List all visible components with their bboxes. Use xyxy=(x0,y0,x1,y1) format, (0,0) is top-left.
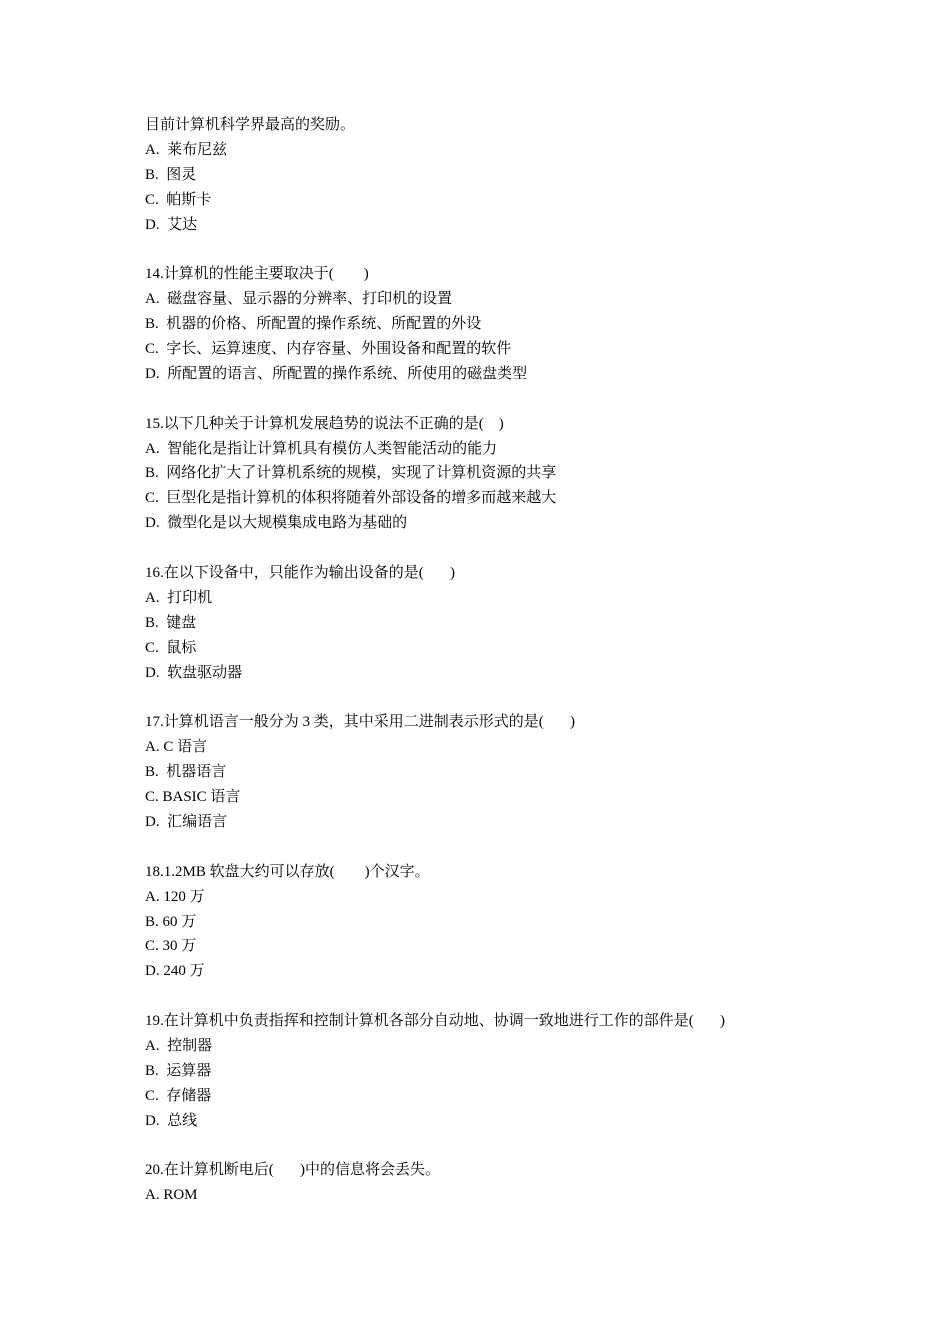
option-c: C. 字长、运算速度、内存容量、外围设备和配置的软件 xyxy=(145,341,512,358)
option-d: D. 艾达 xyxy=(145,216,198,233)
question-stem: 17.计算机语言一般分为 3 类，其中采用二进制表示形式的是( ) xyxy=(145,714,575,731)
question-15 xyxy=(145,412,925,536)
option-d: D. 所配置的语言、所配置的操作系统、所使用的磁盘类型 xyxy=(145,365,528,382)
question-13-tail xyxy=(145,113,925,237)
option-a: A. 智能化是指让计算机具有模仿人类智能活动的能力 xyxy=(145,440,498,457)
option-c: C. 存储器 xyxy=(145,1087,212,1104)
option-b: B. 运算器 xyxy=(145,1062,212,1079)
option-b: B. 机器的价格、所配置的操作系统、所配置的外设 xyxy=(145,316,482,333)
question-stem: 19.在计算机中负责指挥和控制计算机各部分自动地、协调一致地进行工作的部件是( ) xyxy=(145,1013,725,1030)
question-stem: 20.在计算机断电后( )中的信息将会丢失。 xyxy=(145,1162,440,1179)
question-19 xyxy=(145,1009,925,1133)
option-d: D. 总线 xyxy=(145,1112,198,1129)
option-a: A. 控制器 xyxy=(145,1037,213,1054)
question-stem: 目前计算机科学界最高的奖励。 xyxy=(145,117,356,133)
option-d: D. 汇编语言 xyxy=(145,813,228,830)
question-17 xyxy=(145,710,925,834)
question-stem: 15.以下几种关于计算机发展趋势的说法不正确的是( ) xyxy=(145,415,504,432)
question-14 xyxy=(145,262,925,386)
option-a: A. 打印机 xyxy=(145,589,213,606)
question-20 xyxy=(145,1158,925,1208)
option-c: C. 帕斯卡 xyxy=(145,191,212,208)
option-b: B. 图灵 xyxy=(145,166,197,183)
option-c: C. 30 万 xyxy=(145,938,197,955)
question-stem: 16.在以下设备中，只能作为输出设备的是( ) xyxy=(145,565,455,582)
question-18 xyxy=(145,860,925,984)
option-b: B. 60 万 xyxy=(145,913,197,930)
option-d: D. 微型化是以大规模集成电路为基础的 xyxy=(145,515,408,532)
option-b: B. 键盘 xyxy=(145,614,197,631)
question-stem: 18.1.2MB 软盘大约可以存放( )个汉字。 xyxy=(145,863,430,880)
option-d: D. 软盘驱动器 xyxy=(145,664,243,681)
option-d: D. 240 万 xyxy=(145,963,205,980)
question-16 xyxy=(145,561,925,685)
option-b: B. 机器语言 xyxy=(145,764,227,781)
option-a: A. 莱布尼兹 xyxy=(145,141,228,158)
option-b: B. 网络化扩大了计算机系统的规模，实现了计算机资源的共享 xyxy=(145,465,557,482)
option-c: C. 巨型化是指计算机的体积将随着外部设备的增多而越来越大 xyxy=(145,490,557,507)
option-a: A. 120 万 xyxy=(145,888,205,905)
option-c: C. 鼠标 xyxy=(145,639,197,656)
option-a: A. ROM xyxy=(145,1187,198,1204)
document-page xyxy=(145,113,925,1233)
option-a: A. C 语言 xyxy=(145,739,208,756)
option-c: C. BASIC 语言 xyxy=(145,789,241,806)
question-stem: 14.计算机的性能主要取决于( ) xyxy=(145,266,369,283)
option-a: A. 磁盘容量、显示器的分辨率、打印机的设置 xyxy=(145,291,453,308)
